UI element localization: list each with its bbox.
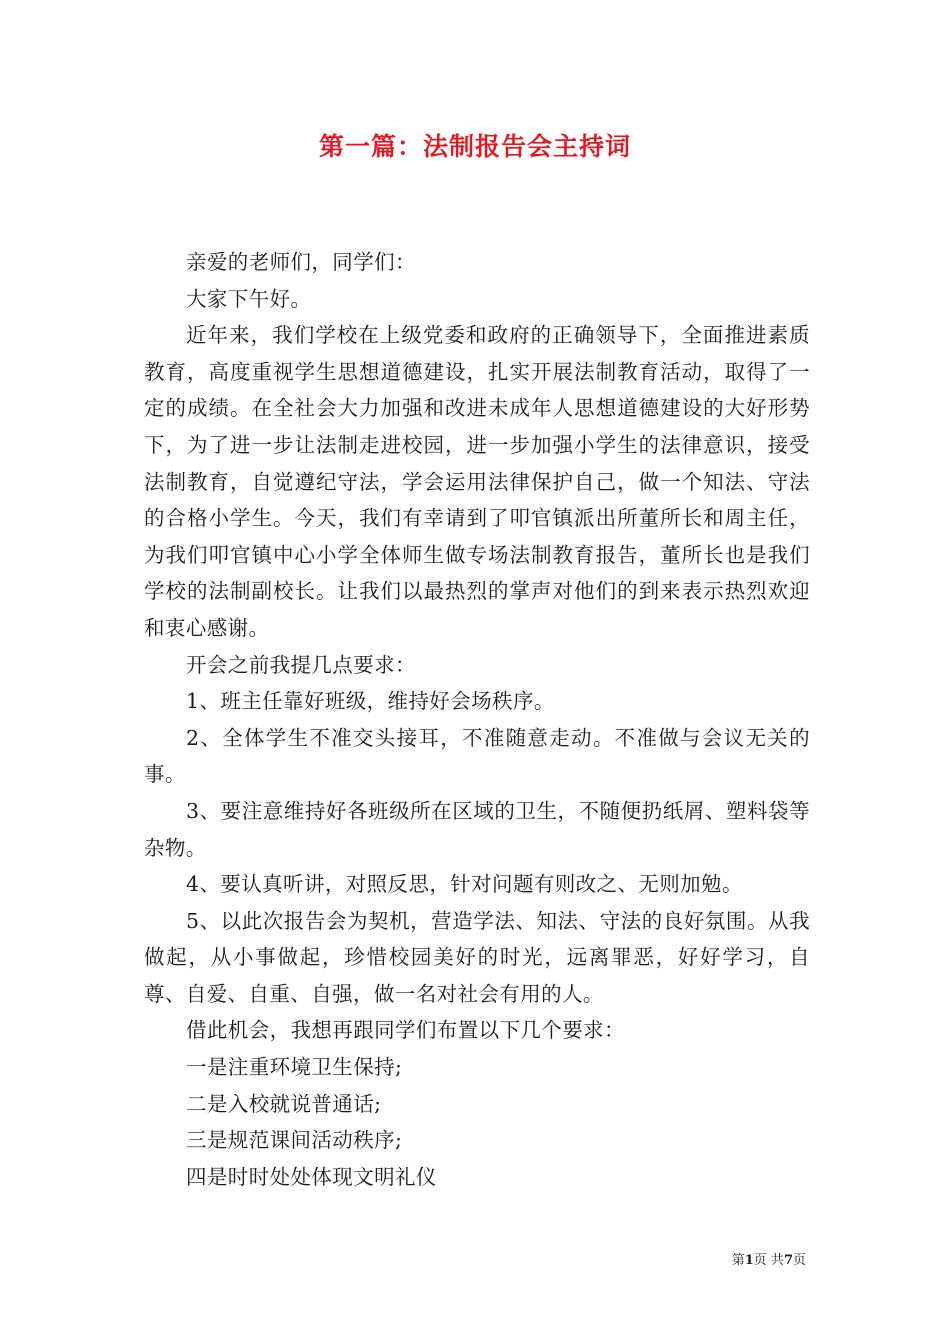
paragraph-requirement-2: 2、全体学生不准交头接耳，不准随意走动。不准做与会议无关的事。 — [144, 725, 810, 787]
footer-suffix: 页 — [792, 1253, 806, 1268]
paragraph-good-afternoon: 大家下午好。 — [186, 286, 312, 311]
paragraph-extra-4: 四是时时处处体现文明礼仪 — [186, 1164, 437, 1189]
paragraph-requirement-1: 1、班主任靠好班级，维持好会场秩序。 — [186, 689, 555, 714]
paragraph-introduction: 近年来，我们学校在上级党委和政府的正确领导下，全面推进素质教育，高度重视学生思想道德建设，扎实开展法制教育活动，取得了一定的成绩。在全社会大力加强和改进未成年人思想道德建设的大好形势下，为了进一步让法制走进校园，进一步加强小学生的法律意识，接受法制教育，自觉遵纪守法，学会运用法律保护自己，做一个知法、守法的合格小学生。今天，我们有幸请到了叩官镇派出所董所长和周主任，为我们叩官镇中心小学全体师生做专场法制教育报告，董所长也是我们学校的法制副校长。让我们以最热烈的掌声对他们的到来表示热烈欢迎和衷心感谢。 — [144, 323, 810, 640]
paragraph-requirements-intro: 开会之前我提几点要求： — [186, 652, 416, 677]
page-footer — [732, 1249, 806, 1268]
footer-middle: 页 共 — [753, 1253, 784, 1268]
paragraph-extra-intro: 借此机会，我想再跟同学们布置以下几个要求： — [186, 1018, 625, 1043]
paragraph-greeting: 亲爱的老师们，同学们： — [186, 250, 416, 274]
footer-page-total: 7 — [783, 1253, 793, 1268]
document-body — [144, 244, 810, 1195]
paragraph-requirement-5: 5、以此次报告会为契机，营造学法、知法、守法的良好氛围。从我做起，从小事做起，珍惜校园美好的时光，远离罪恶，好好学习，自尊、自爱、自重、自强，做一名对社会有用的人。 — [144, 908, 810, 1006]
paragraph-extra-3: 三是规范课间活动秩序; — [186, 1128, 403, 1153]
paragraph-requirement-3: 3、要注意维持好各班级所在区域的卫生，不随便扔纸屑、塑料袋等杂物。 — [144, 798, 810, 860]
paragraph-requirement-4: 4、要认真听讲，对照反思，针对问题有则改之、无则加勉。 — [186, 872, 743, 897]
footer-prefix: 第 — [731, 1253, 745, 1268]
footer-page-current: 1 — [744, 1253, 754, 1268]
paragraph-extra-2: 二是入校就说普通话; — [186, 1091, 382, 1116]
paragraph-extra-1: 一是注重环境卫生保持; — [186, 1055, 403, 1080]
document-title: 第一篇：法制报告会主持词 — [318, 132, 631, 161]
